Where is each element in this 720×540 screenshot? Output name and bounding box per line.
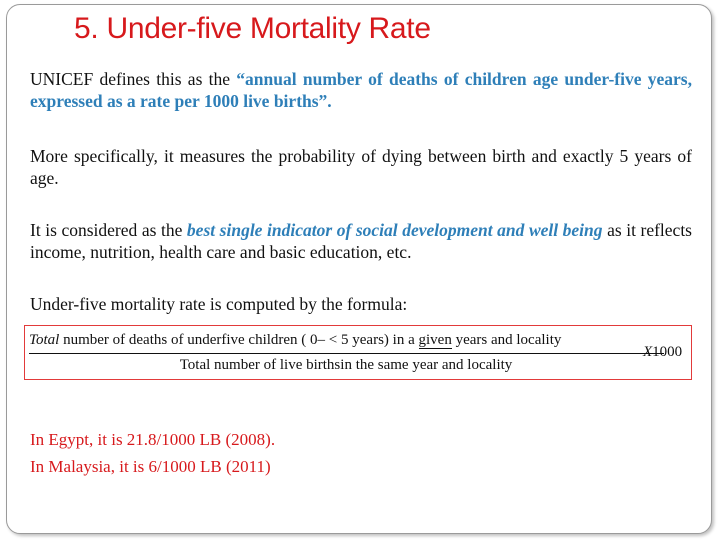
formula-box xyxy=(24,325,692,380)
formula-denominator: Total number of live birthsin the same year and locality xyxy=(179,357,513,373)
definition-lead: UNICEF defines this as the xyxy=(30,69,237,89)
numerator-part-b: years and locality xyxy=(451,332,562,348)
indicator-emphasis: best single indicator of social development and well being xyxy=(186,220,603,240)
slide-title: 5. Under-five Mortality Rate xyxy=(74,12,431,45)
indicator-paragraph xyxy=(30,219,692,263)
numerator-italic: Total xyxy=(29,332,60,348)
formula-intro: Under-five mortality rate is computed by the formula: xyxy=(30,294,408,314)
definition-paragraph xyxy=(30,68,692,112)
specific-paragraph: More specifically, it measures the probability of dying between birth and exactly 5 years of age. xyxy=(30,146,692,188)
indicator-lead: It is considered as the xyxy=(30,220,187,240)
malaysia-rate: In Malaysia, it is 6/1000 LB (2011) xyxy=(30,457,271,476)
multiplier-value: 1000 xyxy=(652,344,683,360)
numerator-underlined: given xyxy=(418,332,452,348)
indicator-tail: as it reflects income, nutrition, health care and basic education, etc. xyxy=(30,220,692,262)
formula-numerator xyxy=(29,332,561,349)
formula-multiplier xyxy=(643,344,682,361)
egypt-rate: In Egypt, it is 21.8/1000 LB (2008). xyxy=(30,430,276,449)
multiplier-x: X xyxy=(643,344,653,360)
fraction-line xyxy=(29,353,664,354)
numerator-part-a: number of deaths of underfive children ( 0– < 5 years) in a xyxy=(59,332,419,348)
definition-quote: “annual number of deaths of children age under-five years, expressed as a rate per 1000 live births”. xyxy=(30,69,692,111)
